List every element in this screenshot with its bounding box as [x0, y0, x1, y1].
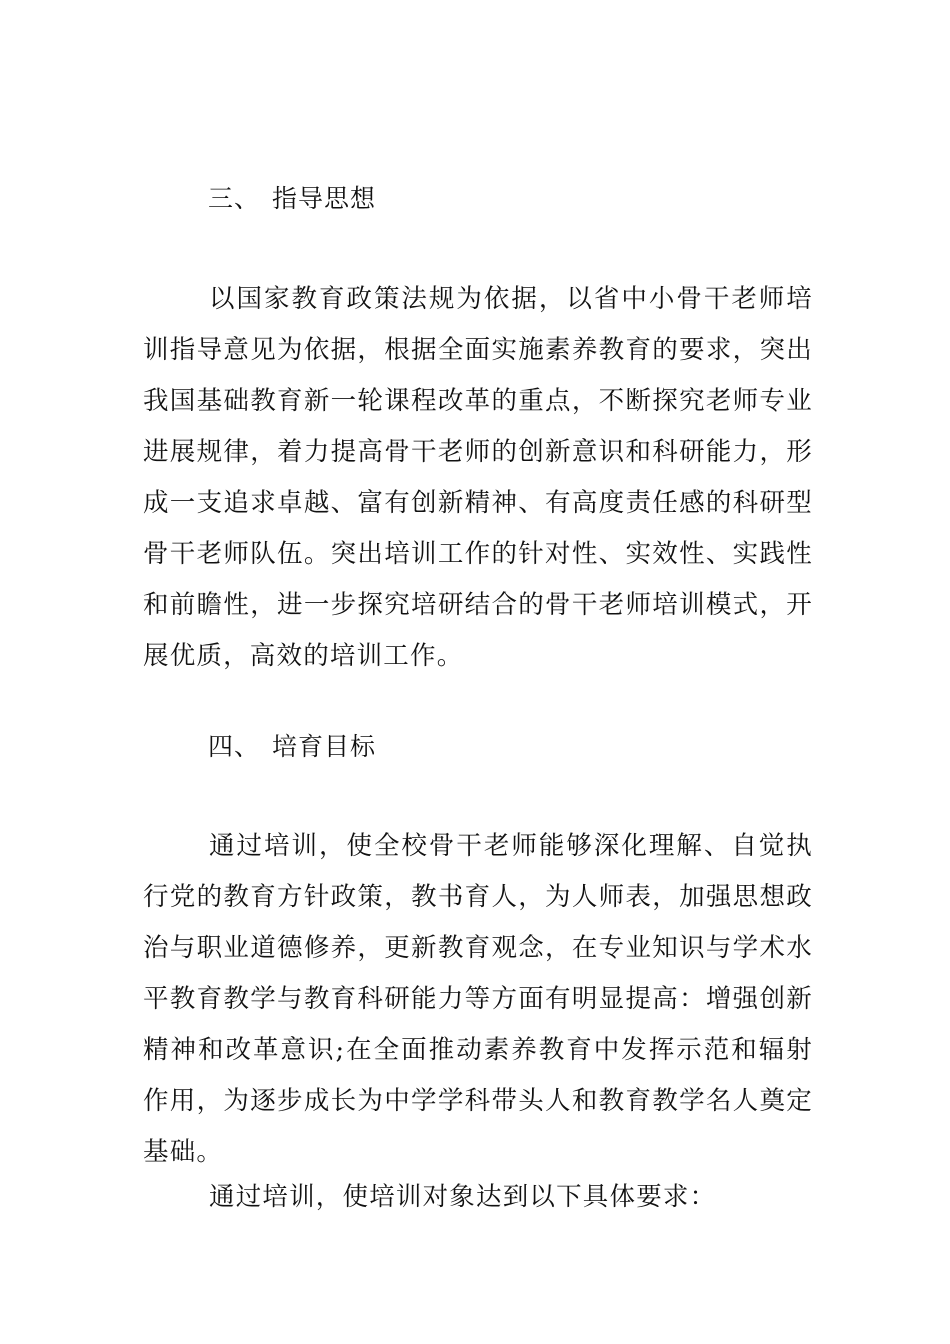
section-title: 培育目标	[272, 732, 377, 761]
section-paragraph: 以国家教育政策法规为依据，以省中小骨干老师培训指导意见为依据，根据全面实施素养教育的要求，突出我国基础教育新一轮课程改革的重点，不断探究老师专业进展规律，着力提高骨干老师的创新意识和科研能力，形成一支追求卓越、富有创新精神、有高度责任感的科研型骨干老师队伍。突出培训工作的针对性、实效性、实践性和前瞻性，进一步探究培研结合的骨干老师培训模式，开展优质，高效的培训工作。	[143, 284, 813, 671]
section-heading-training-goals	[208, 732, 376, 762]
section-number: 四、	[208, 732, 261, 761]
section-number: 三、	[208, 184, 261, 213]
section-paragraph-requirements-intro: 通过培训，使培训对象达到以下具体要求：	[209, 1182, 717, 1212]
section-heading-guiding-ideology	[208, 184, 376, 214]
section-title: 指导思想	[272, 184, 377, 213]
section-paragraph: 通过培训，使全校骨干老师能够深化理解、自觉执行党的教育方针政策，教书育人，为人师表，加强思想政治与职业道德修养，更新教育观念，在专业知识与学术水平教育教学与教育科研能力等方面有明显提高：增强创新精神和改革意识;在全面推动素养教育中发挥示范和辐射作用，为逐步成长为中学学科带头人和教育教学名人奠定基础。	[143, 831, 813, 1167]
